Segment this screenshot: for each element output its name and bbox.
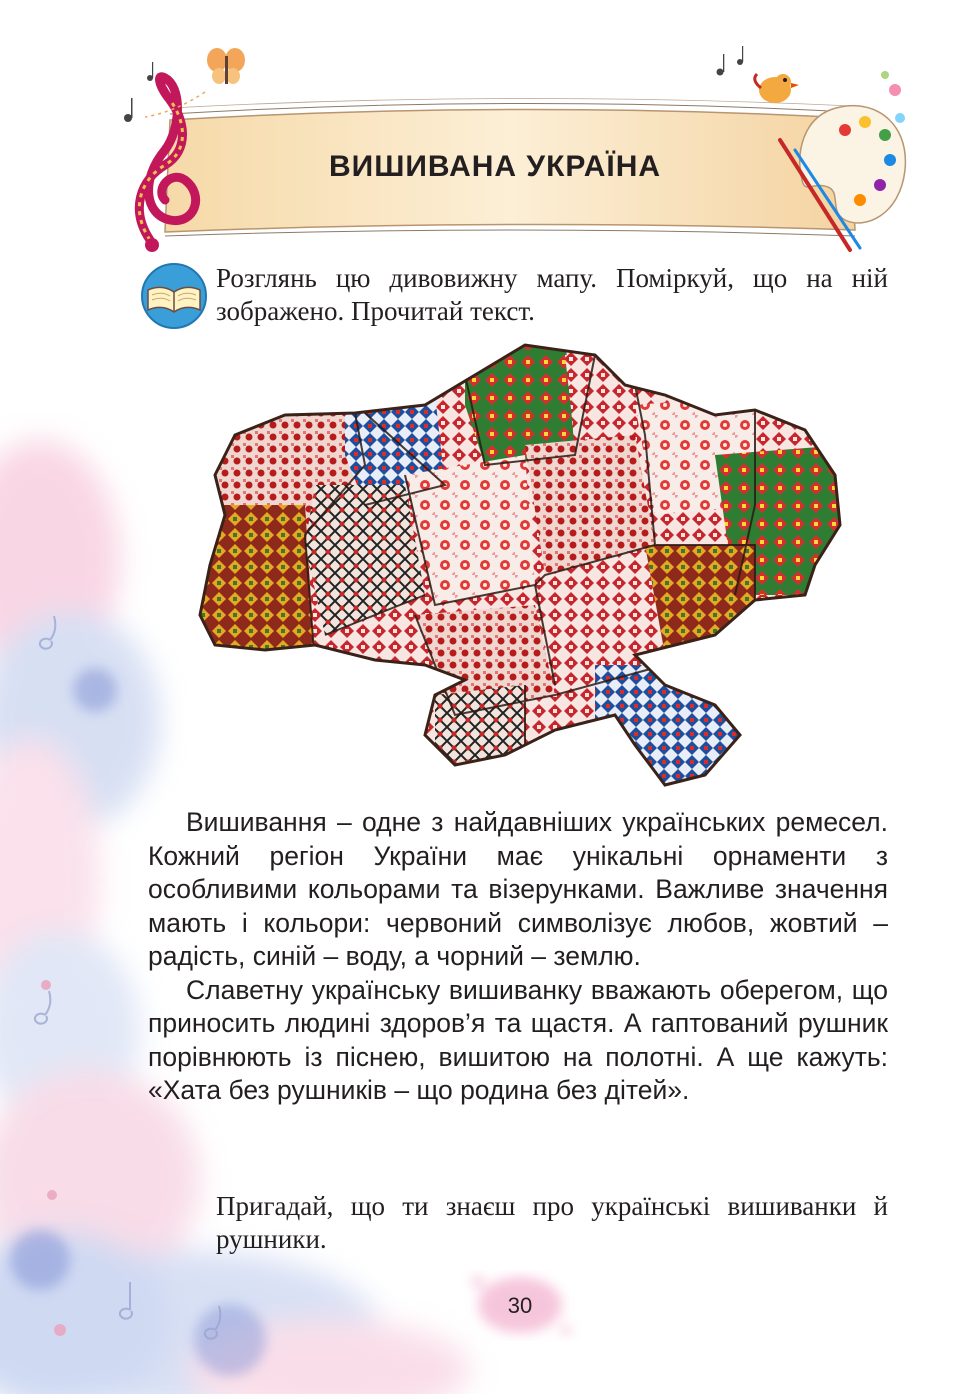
article-text	[148, 806, 888, 1108]
embroidered-map-of-ukraine	[195, 335, 845, 795]
bird-icon	[755, 74, 799, 103]
page-title: ВИШИВАНА УКРАЇНА	[328, 150, 662, 183]
book-icon	[140, 262, 208, 330]
page-number-badge	[470, 1276, 570, 1346]
question-text: Пригадай, що ти знаєш про українські вишиванки й рушники.	[216, 1191, 888, 1254]
paragraph: Вишивання – одне з найдавніших українських ремесел. Кожний регіон України має унікальні орнаменти з особливими кольорами та візерунками. Важливе значення мають і кольори: червоний символізує любов, жовтий – радість, синій – воду, а чорний – землю.	[148, 807, 888, 971]
page-number: 30	[507, 1293, 533, 1318]
intro-text: Розглянь цю дивовижну мапу. Поміркуй, що на ній зображено. Прочитай текст.	[216, 263, 888, 326]
paragraph: Славетну українську вишиванку вважають оберегом, що приносить людині здоров’я та щастя. А гаптований рушник порівнюють із піснею, вишитою на полотні. А ще кажуть: «Хата без рушників – що родина без дітей».	[148, 974, 888, 1105]
